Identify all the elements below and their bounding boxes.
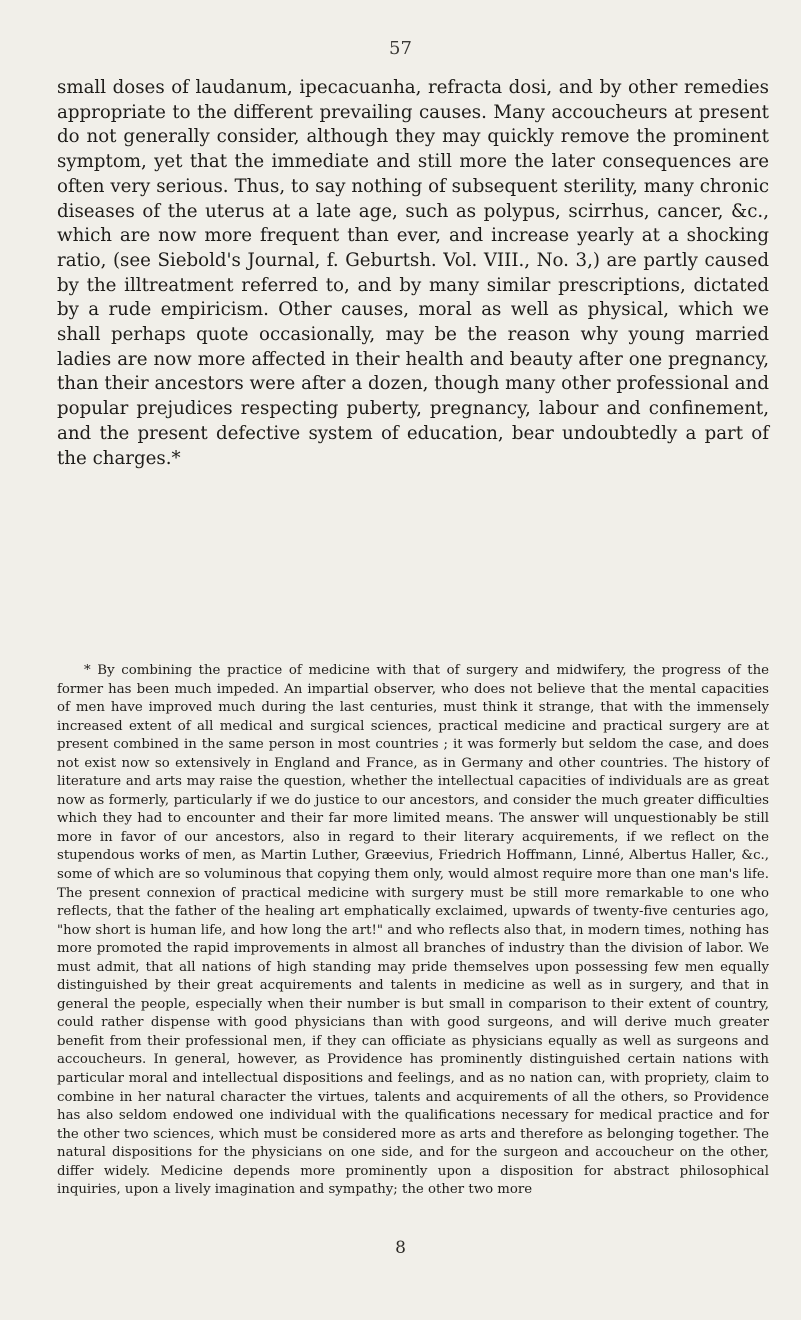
- page-number: 57: [389, 38, 412, 59]
- footnote: * By combining the practice of medicine with that of surgery and midwifery, the progress of the former has been much impeded. An impartial observer, who does not believe that the mental capacities of men have improved much during the last centuries, must think it strange, that with the immensely increased extent of all medical and surgical sciences, practical medicine and practical surgery are at present combined in the same person in most countries ; it was formerly but seldom the case, and does not exist now so extensively in England and France, as in Germany and other countries. The history of literature and arts may raise the question, whether the intellectual capacities of individuals are as great now as formerly, particularly if we do justice to our ancestors, and consider the much greater difficulties which they had to encounter and their far more limited means. The answer will unquestionably be still more in favor of our ancestors, also in regard to their literary acquirements, if we reflect on the stupendous works of men, as Martin Luther, Græevius, Friedrich Hoffmann, Linné, Albertus Haller, &c., some of which are so voluminous that copying them only, would almost require more than one man's life. The present connexion of practical medicine with surgery must be still more remarkable to one who reflects, that the father of the healing art emphatically exclaimed, upwards of twenty-five centuries ago, "how short is human life, and how long the art!" and who reflects also that, in modern times, nothing has more promoted the rapid improvements in almost all branches of industry than the division of labor. We must admit, that all nations of high standing may pride themselves upon possessing few men equally distinguished by their great acquirements and talents in medicine as well as in surgery, and that in general the people, especially when their number is but small in comparison to their extent of country, could rather dispense with good physicians than with good surgeons, and will derive much greater benefit from their professional men, if they can officiate as physicians equally as well as surgeons and accoucheurs. In general, however, as Providence has prominently distinguished certain nations with particular moral and intellectual dispositions and feelings, and as no nation can, with propriety, claim to combine in her natural character the virtues, talents and acquirements of all the others, so Providence has also seldom endowed one individual with the qualifications necessary for medical practice and for the other two sciences, which must be considered more as arts and therefore as belonging together. The natural dispositions for the physicians on one side, and for the surgeon and accoucheur on the other, differ widely. Medicine depends more prominently upon a disposition for abstract philosophical inquiries, upon a lively imagination and sympathy; the other two more: [57, 663, 769, 1198]
- signature-mark: 8: [395, 1238, 406, 1258]
- main-paragraph: small doses of laudanum, ipecacuanha, refracta dosi, and by other remedies appropriate to the different prevailing causes. Many accoucheurs at present do not generally consider, although they may quickly remove the prominent symptom, yet that the immediate and still more the later consequences are often very serious. Thus, to say nothing of subsequent sterility, many chronic diseases of the uterus at a late age, such as polypus, scirrhus, cancer, &c., which are now more frequent than ever, and increase yearly at a shocking ratio, (see Siebold's Journal, f. Geburtsh. Vol. VIII., No. 3,) are partly caused by the illtreatment referred to, and by many similar prescriptions, dictated by a rude empiricism. Other causes, moral as well as physical, which we shall perhaps quote occasionally, may be the reason why young married ladies are now more affected in their health and beauty after one pregnancy, than their ancestors were after a dozen, though many other professional and popular prejudices respecting puberty, pregnancy, labour and confinement, and the present defective system of education, bear undoubtedly a part of the charges.*: [57, 77, 769, 469]
